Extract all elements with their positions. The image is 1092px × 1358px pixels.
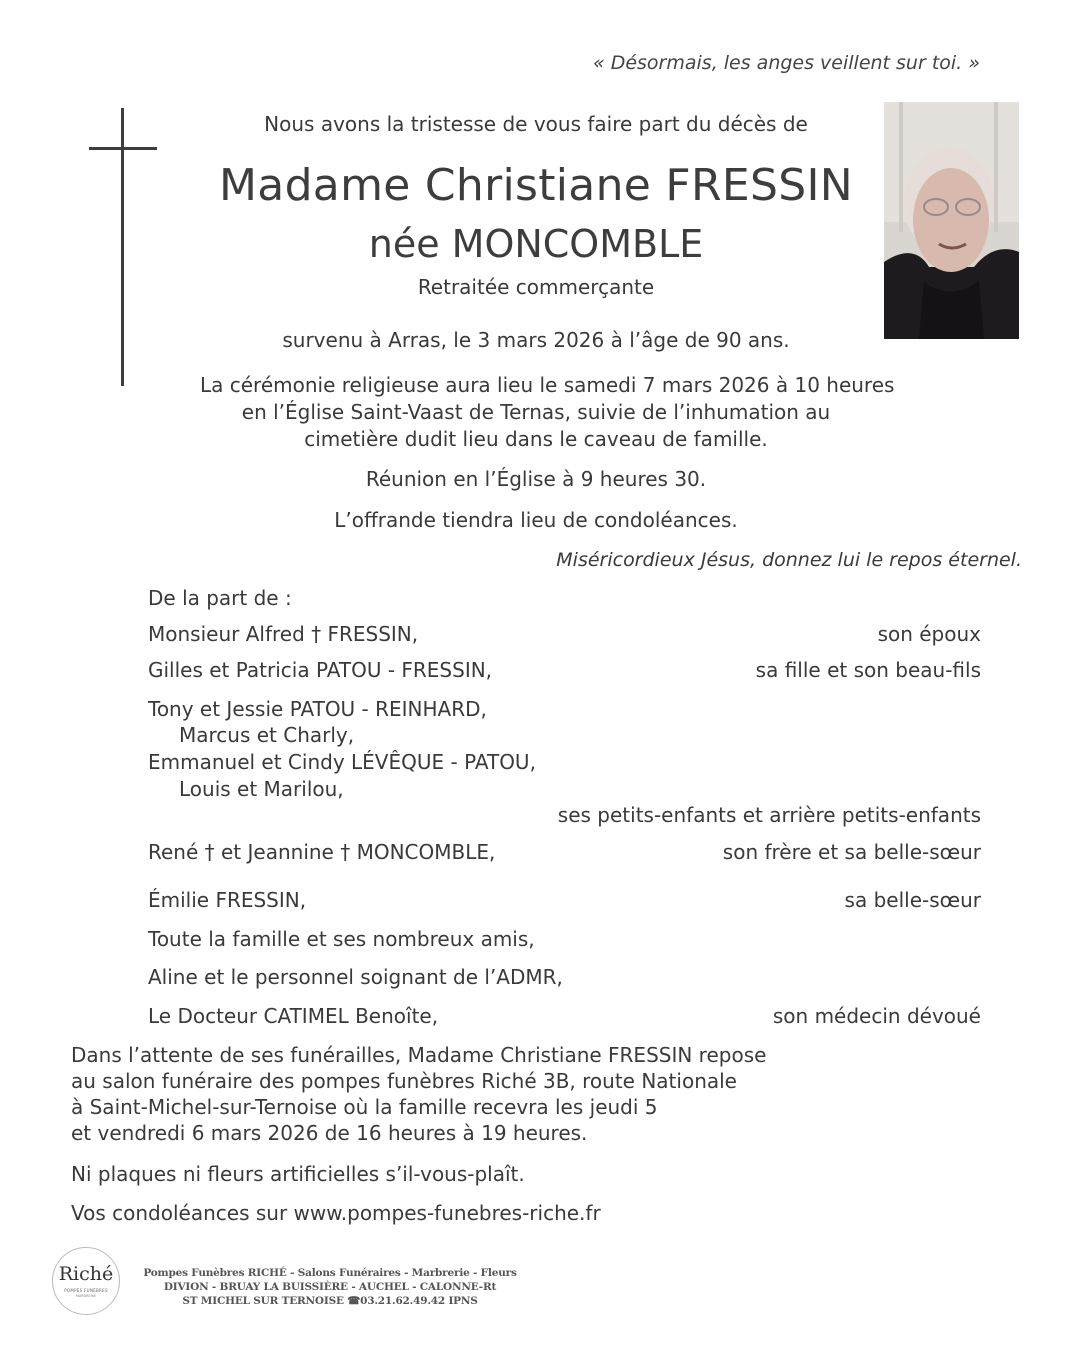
family-relation: son médecin dévoué (772, 1004, 981, 1028)
rest-line: et vendredi 6 mars 2026 de 16 heures à 19 heures. (71, 1121, 588, 1145)
prayer: Miséricordieux Jésus, donnez lui le repos éternel. (556, 549, 1022, 571)
no-flowers-note: Ni plaques ni fleurs artificielles s’il-vous-plaît. (71, 1162, 525, 1186)
family-member: Le Docteur CATIMEL Benoîte, (148, 1004, 439, 1028)
portrait-photo (884, 102, 1019, 339)
riche-logo (52, 1247, 120, 1315)
epigraph-quote: « Désormais, les anges veillent sur toi. » (592, 52, 980, 74)
funeral-home-footer (125, 1266, 535, 1308)
ceremony-line: en l’Église Saint-Vaast de Ternas, suivie de l’inhumation au (241, 400, 831, 424)
footer-line: ST MICHEL SUR TERNOISE ☎03.21.62.49.42 IPNS (182, 1295, 478, 1307)
condolences-link[interactable]: Vos condoléances sur www.pompes-funebres-riche.fr (71, 1201, 601, 1225)
family-heading: De la part de : (148, 586, 292, 610)
logo-name: Riché (58, 1263, 114, 1285)
family-relation: sa belle-sœur (844, 888, 981, 912)
family-member: Aline et le personnel soignant de l’ADMR, (148, 965, 563, 989)
announcement-intro: Nous avons la tristesse de vous faire part du décès de (264, 112, 808, 136)
maiden-name: née MONCOMBLE (368, 222, 704, 266)
cross-icon-bar (89, 147, 157, 150)
logo-subtitle: MARBRERIE (75, 1294, 97, 1298)
rest-line: Dans l’attente de ses funérailles, Madame Christiane FRESSIN repose (71, 1043, 767, 1067)
offering-info: L’offrande tiendra lieu de condoléances. (334, 508, 738, 532)
family-relation: sa fille et son beau-fils (755, 658, 981, 682)
death-info: survenu à Arras, le 3 mars 2026 à l’âge de 90 ans. (282, 328, 790, 352)
family-member: Gilles et Patricia PATOU - FRESSIN, (148, 658, 493, 682)
deceased-name: Madame Christiane FRESSIN (219, 160, 853, 211)
footer-line: DIVION - BRUAY LA BUISSIÈRE - AUCHEL - CALONNE-Rt (163, 1281, 497, 1293)
rest-info (71, 1042, 766, 1146)
family-member: Louis et Marilou, (179, 777, 344, 801)
family-member: Monsieur Alfred † FRESSIN, (148, 622, 419, 646)
family-member: Émilie FRESSIN, (148, 888, 307, 912)
family-relation: son frère et sa belle-sœur (722, 840, 981, 864)
ceremony-line: cimetière dudit lieu dans le caveau de famille. (304, 427, 768, 451)
ceremony-line: La cérémonie religieuse aura lieu le samedi 7 mars 2026 à 10 heures (200, 373, 895, 397)
family-relation: son époux (877, 622, 981, 646)
family-member: Tony et Jessie PATOU - REINHARD, (148, 697, 487, 721)
occupation: Retraitée commerçante (417, 275, 655, 299)
family-relation: ses petits-enfants et arrière petits-enfants (557, 803, 981, 827)
family-member: Marcus et Charly, (179, 723, 355, 747)
logo-subtitle: POMPES FUNÈBRES (64, 1288, 108, 1293)
rest-line: au salon funéraire des pompes funèbres Riché 3B, route Nationale (71, 1069, 737, 1093)
footer-line: Pompes Funèbres RICHÉ - Salons Funéraires - Marbrerie - Fleurs (143, 1267, 517, 1279)
family-member: René † et Jeannine † MONCOMBLE, (148, 840, 496, 864)
family-member: Toute la famille et ses nombreux amis, (148, 927, 535, 951)
ceremony-info (200, 372, 895, 453)
rest-line: à Saint-Michel-sur-Ternoise où la famille recevra les jeudi 5 (71, 1095, 658, 1119)
family-member: Emmanuel et Cindy LÉVÊQUE - PATOU, (148, 750, 536, 774)
meeting-info: Réunion en l’Église à 9 heures 30. (365, 467, 707, 491)
